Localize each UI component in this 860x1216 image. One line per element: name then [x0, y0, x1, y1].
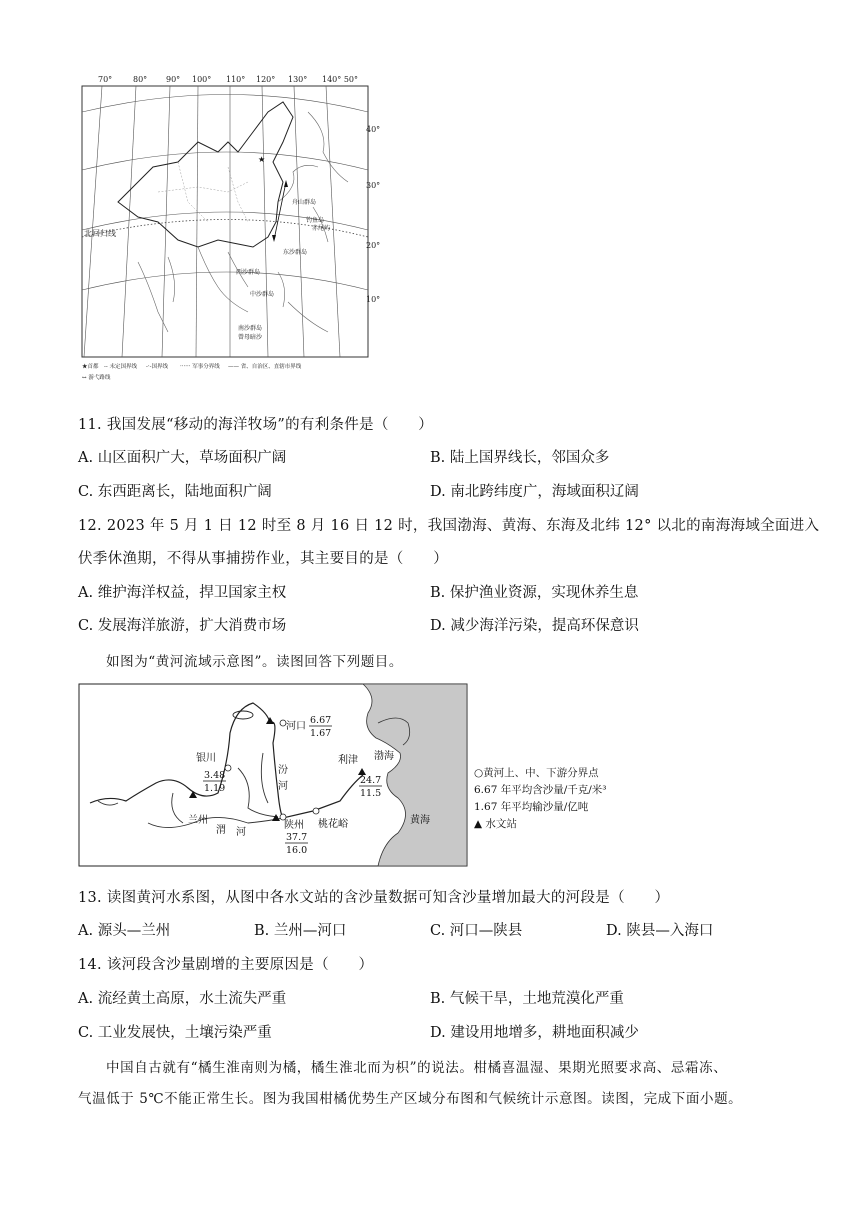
place-label: 赤尾屿 [312, 225, 331, 232]
lon-label: 110° [226, 75, 246, 84]
q11-option-a[interactable]: A. 山区面积广大，草场面积广阔 [78, 450, 287, 466]
lat-label: 20° [366, 241, 381, 250]
place-label: 舟山群岛 [292, 199, 317, 206]
lon-label: 120° [256, 75, 276, 84]
place-label: 河口 [286, 721, 306, 732]
q13-option-b[interactable]: B. 兰州—河口 [254, 923, 347, 939]
q12-option-b[interactable]: B. 保护渔业资源，实现休养生息 [430, 585, 639, 601]
place-label: 河 [278, 781, 288, 792]
station-sand: 6.67 [310, 715, 332, 726]
place-label: 东沙群岛 [283, 249, 308, 256]
q11-option-b[interactable]: B. 陆上国界线长，邻国众多 [430, 450, 610, 466]
place-label: 南沙群岛 [238, 325, 263, 332]
question-12-stem-cont: 伏季休渔期，不得从事捕捞作业，其主要目的是（ ） [78, 551, 448, 567]
place-label: 陕州 [284, 820, 304, 831]
lon-label: 140° 50° [322, 75, 358, 84]
legend-item: ○黄河上、中、下游分界点 [474, 767, 599, 779]
question-13-stem: 13. 读图黄河水系图，从图中各水文站的含沙量数据可知含沙量增加最大的河段是（ ） [78, 890, 670, 906]
lon-label: 70° [98, 75, 113, 84]
place-label: 汾 [278, 765, 288, 776]
station-sand: 3.48 [204, 770, 226, 781]
svg-text:★: ★ [258, 155, 266, 164]
lat-label: 40° [366, 125, 381, 134]
q13-option-d[interactable]: D. 陕县—入海口 [606, 923, 714, 939]
place-label: 中沙群岛 [250, 291, 275, 298]
q14-option-d[interactable]: D. 建设用地增多，耕地面积减少 [430, 1025, 639, 1041]
place-label: 桃花峪 [318, 819, 348, 830]
place-label: 钓鱼岛 [306, 217, 325, 224]
q13-option-c[interactable]: C. 河口—陕县 [430, 923, 523, 939]
legend-item: ★首都 [82, 364, 99, 370]
lon-label: 90° [166, 75, 181, 84]
legend-item: 6.67 年平均含沙量/千克/米³ [474, 784, 607, 796]
citrus-intro-line2: 气温低于 5℃不能正常生长。图为我国柑橘优势生产区域分布图和气候统计示意图。读图，完成下面小题。 [78, 1091, 743, 1107]
lon-label: 80° [133, 75, 148, 84]
q12-option-c[interactable]: C. 发展海洋旅游，扩大消费市场 [78, 618, 287, 634]
place-label: 西沙群岛 [236, 269, 261, 276]
q12-option-d[interactable]: D. 减少海洋污染，提高环保意识 [430, 618, 639, 634]
place-label: 兰州 [188, 815, 208, 826]
legend-item: 1.67 年平均输沙量/亿吨 [474, 801, 589, 813]
yellow-river-legend [474, 765, 607, 833]
question-11-stem: 11. 我国发展“移动的海洋牧场”的有利条件是（ ） [78, 417, 434, 433]
station-load: 1.67 [310, 728, 332, 739]
legend-item: ▲ 水文站 [474, 818, 517, 830]
place-label: 黄海 [410, 815, 430, 826]
china-map [78, 72, 388, 382]
yellow-river-map [78, 683, 468, 867]
question-14-stem: 14. 该河段含沙量剧增的主要原因是（ ） [78, 957, 374, 973]
place-label: 银川 [196, 753, 216, 764]
lat-label: 10° [366, 295, 381, 304]
station-load: 16.0 [286, 845, 308, 856]
place-label: 渭 [216, 825, 226, 836]
q14-option-c[interactable]: C. 工业发展快，土壤污染严重 [78, 1025, 272, 1041]
q12-option-a[interactable]: A. 维护海洋权益，捍卫国家主权 [78, 585, 287, 601]
station-sand: 24.7 [360, 775, 382, 786]
lon-label: 130° [288, 75, 308, 84]
place-label: 河 [236, 827, 246, 838]
place-label: 渤海 [374, 751, 394, 762]
place-label: 利津 [338, 755, 358, 766]
q14-option-a[interactable]: A. 流经黄土高原，水土流失严重 [78, 991, 287, 1007]
station-load: 1.19 [204, 783, 226, 794]
place-label: 曾母暗沙 [238, 334, 263, 341]
q13-option-a[interactable]: A. 源头—兰州 [78, 923, 171, 939]
q11-option-d[interactable]: D. 南北跨纬度广，海域面积辽阔 [430, 484, 639, 500]
yellow-river-intro: 如图为“黄河流域示意图”。读图回答下列题目。 [106, 654, 404, 670]
legend-item: —— 省、自治区、直辖市界线 [228, 364, 302, 370]
lat-label: 30° [366, 181, 381, 190]
question-12-stem: 12. 2023 年 5 月 1 日 12 时至 8 月 16 日 12 时，我国渤海、黄海、东海及北纬 12° 以北的南海海域全面进入 [78, 518, 820, 534]
legend-item: -- 未定国界线 [104, 364, 137, 370]
legend-item: ······ 军事分界线 [180, 364, 220, 370]
q11-option-c[interactable]: C. 东西距离长，陆地面积广阔 [78, 484, 272, 500]
tropic-label: 北回归线 [84, 229, 116, 238]
lon-label: 100° [192, 75, 212, 84]
citrus-intro-line1: 中国自古就有“橘生淮南则为橘，橘生淮北而为枳”的说法。柑橘喜温湿、果期光照要求高、忌霜冻、 [106, 1060, 728, 1076]
legend-item: -·-国界线 [146, 364, 168, 370]
legend-item: ↔ 游弋路线 [82, 375, 111, 381]
station-load: 11.5 [360, 788, 382, 799]
q14-option-b[interactable]: B. 气候干旱，土地荒漠化严重 [430, 991, 624, 1007]
station-sand: 37.7 [286, 832, 308, 843]
